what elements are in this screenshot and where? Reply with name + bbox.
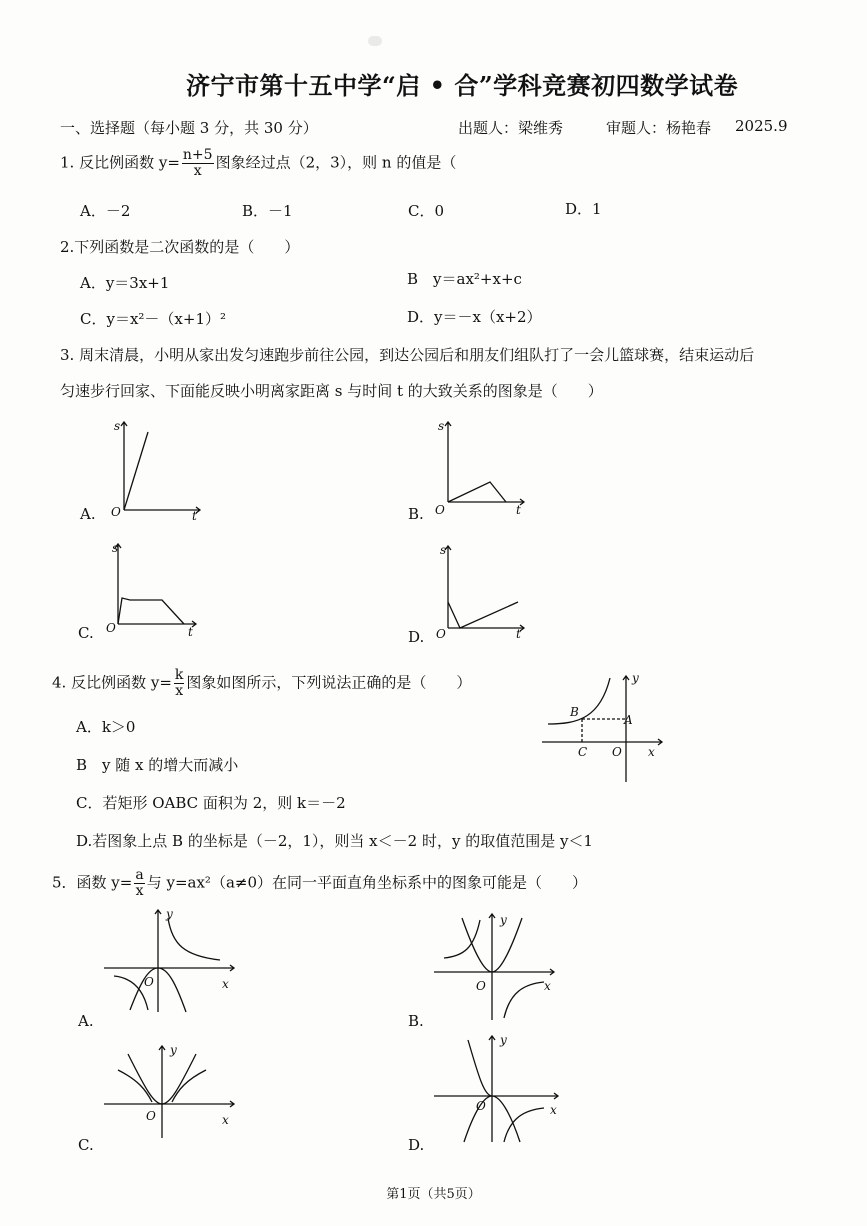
q5d-origin-label: O (476, 1099, 486, 1113)
q3a-axis-x-label: t (192, 509, 197, 523)
q3-option-c: C. (78, 624, 94, 642)
q4-label-o: O (612, 745, 622, 759)
q5c-origin-label: O (146, 1109, 156, 1123)
q3-option-a: A. (80, 505, 96, 523)
q3b-axis-y-label: s (438, 419, 445, 433)
q3a-origin-label: O (111, 505, 121, 519)
reviewer: 审题人：杨艳春 (606, 119, 712, 137)
q3d-origin-label: O (436, 627, 446, 641)
q3a-axis-y-label: s (114, 419, 121, 433)
q5c-axis-y-label: y (170, 1043, 177, 1057)
q5-fraction (134, 868, 144, 899)
q5b-axis-x-label: x (544, 979, 551, 993)
q5-prefix: 5．函数 y= (52, 873, 133, 892)
q3b-axis-x-label: t (516, 503, 521, 517)
q5d-axis-y-label: y (500, 1033, 507, 1047)
q4-option-d: D.若图象上点 B 的坐标是（－2，1），则当 x＜－2 时，y 的取值范围是 y＜1 (76, 832, 593, 850)
q5a-axis-y-label: y (166, 907, 173, 921)
q2-option-b: B y＝ax²+x+c (407, 270, 522, 288)
q1-frac-den: x (193, 163, 202, 179)
author: 出题人：梁维秀 (458, 119, 564, 137)
q1-option-d: D．1 (565, 200, 602, 218)
q5-frac-den: x (135, 883, 144, 899)
q4-option-b: B y 随 x 的增大而减小 (76, 756, 239, 774)
q5-suffix: 与 y=ax²（a≠0）在同一平面直角坐标系中的图象可能是（ ） (146, 873, 588, 892)
q4-label-b: B (570, 705, 579, 719)
q5-option-c: C. (78, 1136, 94, 1154)
q3-graph-b (424, 418, 534, 518)
q5-option-a: A. (78, 1012, 94, 1030)
q1-prefix: 1. 反比例函数 y= (60, 153, 180, 172)
q5-graph-d (434, 1034, 574, 1144)
question-4 (52, 668, 471, 699)
q3c-axis-y-label: s (112, 541, 119, 555)
q5-graph-c (104, 1040, 244, 1140)
q5-graph-a (104, 904, 244, 1014)
q3c-axis-x-label: t (188, 625, 193, 639)
q4-label-y: y (632, 671, 639, 685)
question-1 (60, 148, 456, 179)
q4-frac-num: k (174, 667, 184, 683)
q1-option-a: A．－2 (80, 202, 131, 220)
q3b-origin-label: O (435, 503, 445, 517)
q3-option-d: D. (408, 628, 425, 646)
section-heading: 一、选择题（每小题 3 分，共 30 分） (60, 119, 318, 137)
q4-label-c: C (578, 745, 588, 759)
q3-option-b: B. (408, 505, 424, 523)
q3c-origin-label: O (106, 621, 116, 635)
q5b-origin-label: O (476, 979, 486, 993)
exam-date: 2025.9 (735, 117, 788, 135)
q4-label-x: x (648, 745, 655, 759)
q3d-axis-x-label: t (516, 627, 521, 641)
q2-option-c: C．y＝x²－（x+1）² (80, 310, 227, 328)
q3d-axis-y-label: s (440, 543, 447, 557)
q1-option-b: B．－1 (242, 202, 293, 220)
q5b-axis-y-label: y (500, 913, 507, 927)
question-3-line1: 3. 周末清晨，小明从家出发匀速跑步前往公园，到达公园后和朋友们组队打了一会儿篮球赛，结束运动后 (60, 346, 755, 364)
q5-option-d: D. (408, 1136, 425, 1154)
page-footer: 第1页（共5页） (386, 1187, 481, 1202)
q4-figure (538, 672, 668, 792)
question-3-line2: 匀速步行回家、下面能反映小明离家距离 s 与时间 t 的大致关系的图象是（ ） (60, 382, 603, 400)
q4-prefix: 4. 反比例函数 y= (52, 673, 172, 692)
q5a-origin-label: O (144, 975, 154, 989)
q2-option-d: D．y＝－x（x+2） (407, 308, 542, 326)
q5-graph-b (434, 912, 574, 1022)
q3-graph-c (100, 538, 210, 638)
question-2: 2.下列函数是二次函数的是（ ） (60, 238, 300, 256)
q1-frac-num: n+5 (182, 147, 213, 163)
q4-label-a: A (624, 713, 633, 727)
q5-option-b: B. (408, 1012, 424, 1030)
q4-option-c: C．若矩形 OABC 面积为 2，则 k＝－2 (76, 794, 346, 812)
q5a-axis-x-label: x (222, 977, 229, 991)
q1-suffix: 图象经过点（2，3），则 n 的值是（ (215, 153, 457, 172)
q5-frac-num: a (135, 867, 144, 883)
q4-suffix: 图象如图所示，下列说法正确的是（ ） (186, 673, 472, 692)
q3-graph-d (428, 540, 538, 640)
q4-fraction (174, 668, 184, 699)
question-5 (52, 868, 587, 899)
q4-frac-den: x (175, 683, 184, 699)
exam-title: 济宁市第十五中学“启 • 合”学科竞赛初四数学试卷 (186, 71, 739, 100)
q4-option-a: A．k＞0 (76, 718, 136, 736)
q5d-axis-x-label: x (550, 1103, 557, 1117)
scan-smudge (368, 36, 382, 46)
q1-option-c: C．0 (408, 202, 445, 220)
q2-option-a: A．y＝3x+1 (80, 274, 170, 292)
q1-fraction (182, 148, 214, 179)
q3-graph-a (100, 418, 210, 523)
q5c-axis-x-label: x (222, 1113, 229, 1127)
